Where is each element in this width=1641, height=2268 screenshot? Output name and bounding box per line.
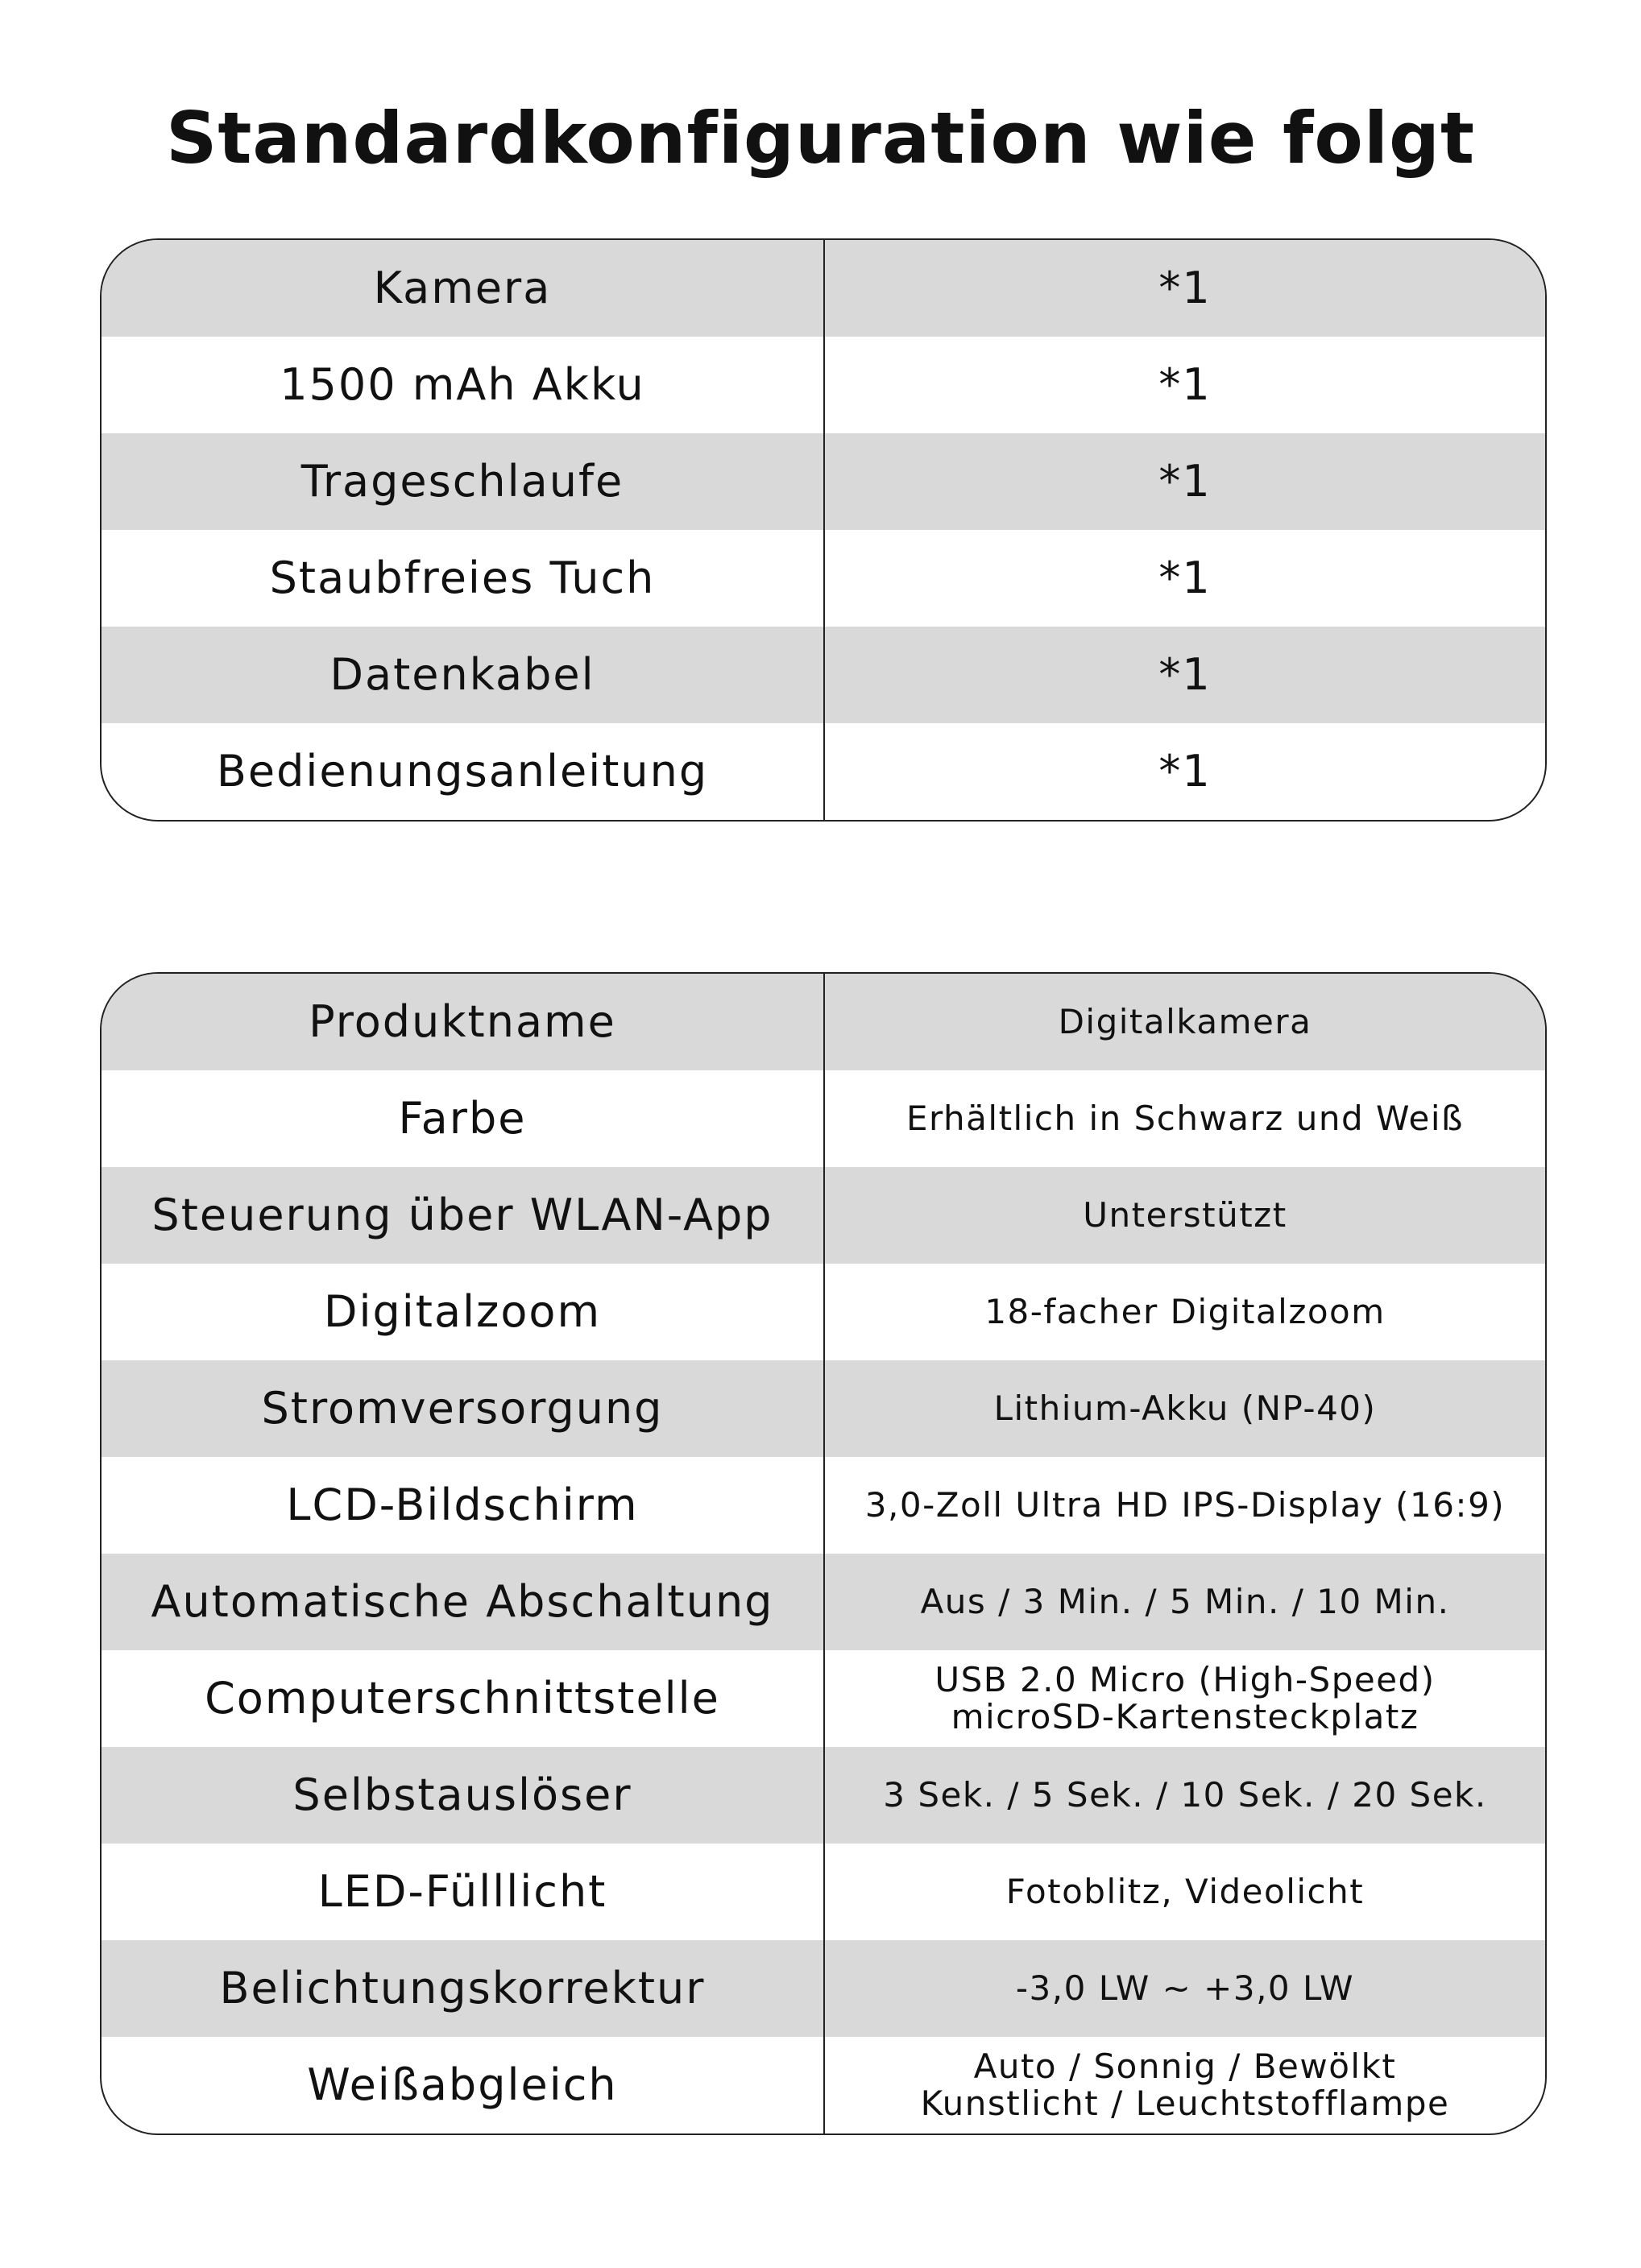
spec-value-line: Fotoblitz, Videolicht xyxy=(1005,1871,1365,1911)
spec-value xyxy=(825,1747,1545,1844)
item-quantity: *1 xyxy=(1158,263,1212,314)
spec-value-line: 18-facher Digitalzoom xyxy=(984,1291,1386,1331)
spec-label: Produktname xyxy=(102,974,825,1070)
table-row xyxy=(102,1070,1545,1167)
table-row xyxy=(102,240,1545,337)
spec-value-line: Kunstlicht / Leuchtstofflampe xyxy=(920,2084,1450,2123)
spec-value-line: 3 Sek. / 5 Sek. / 10 Sek. / 20 Sek. xyxy=(883,1774,1487,1815)
spec-value-line: Auto / Sonnig / Bewölkt xyxy=(973,2046,1397,2086)
spec-label: Automatische Abschaltung xyxy=(102,1554,825,1650)
table-row xyxy=(102,723,1545,820)
item-quantity: *1 xyxy=(1158,359,1212,411)
spec-label: LCD-Bildschirm xyxy=(102,1457,825,1554)
specifications-table xyxy=(100,972,1547,2135)
table-row xyxy=(102,1457,1545,1554)
spec-value xyxy=(825,1844,1545,1940)
spec-value xyxy=(825,2037,1545,2133)
spec-value-line: microSD-Kartensteckplatz xyxy=(951,1697,1419,1736)
spec-value xyxy=(825,1167,1545,1264)
table-row xyxy=(102,627,1545,723)
spec-value-line: -3,0 LW ~ +3,0 LW xyxy=(1015,1968,1355,2008)
table-row xyxy=(102,433,1545,530)
spec-label: Digitalzoom xyxy=(102,1264,825,1360)
table-row xyxy=(102,1167,1545,1264)
item-name: Kamera xyxy=(102,240,825,337)
page-title: Standardkonfiguration wie folgt xyxy=(165,97,1476,180)
table-row xyxy=(102,1747,1545,1844)
item-quantity: *1 xyxy=(1158,746,1212,797)
spec-value-line: Aus / 3 Min. / 5 Min. / 10 Min. xyxy=(920,1581,1450,1621)
spec-value xyxy=(825,1650,1545,1747)
spec-label: Steuerung über WLAN-App xyxy=(102,1167,825,1264)
spec-label: Belichtungskorrektur xyxy=(102,1940,825,2037)
spec-value-line: Digitalkamera xyxy=(1058,1001,1312,1041)
item-name: Staubfreies Tuch xyxy=(102,530,825,627)
table-row xyxy=(102,1360,1545,1457)
item-quantity: *1 xyxy=(1158,553,1212,604)
spec-value-line: Unterstützt xyxy=(1083,1194,1287,1235)
spec-value-line: Lithium-Akku (NP-40) xyxy=(993,1388,1377,1428)
table-row xyxy=(102,974,1545,1070)
spec-value-line: Erhältlich in Schwarz und Weiß xyxy=(905,1098,1464,1138)
spec-label: Computerschnittstelle xyxy=(102,1650,825,1747)
item-name: Datenkabel xyxy=(102,627,825,723)
item-name: 1500 mAh Akku xyxy=(102,337,825,433)
package-contents-table xyxy=(100,238,1547,822)
item-name: Bedienungsanleitung xyxy=(102,723,825,820)
spec-label: Stromversorgung xyxy=(102,1360,825,1457)
table-row xyxy=(102,337,1545,433)
item-quantity: *1 xyxy=(1158,649,1212,701)
table-row xyxy=(102,1554,1545,1650)
spec-value xyxy=(825,1070,1545,1167)
spec-label: Weißabgleich xyxy=(102,2037,825,2133)
table-row xyxy=(102,1940,1545,2037)
spec-value-line: USB 2.0 Micro (High-Speed) xyxy=(934,1659,1436,1699)
spec-label: Selbstauslöser xyxy=(102,1747,825,1844)
spec-value-line: 3,0-Zoll Ultra HD IPS-Display (16:9) xyxy=(864,1484,1506,1525)
spec-label: Farbe xyxy=(102,1070,825,1167)
spec-label: LED-Fülllicht xyxy=(102,1844,825,1940)
table-row xyxy=(102,1650,1545,1747)
spec-value xyxy=(825,974,1545,1070)
table-row xyxy=(102,1264,1545,1360)
spec-value xyxy=(825,1940,1545,2037)
spec-value xyxy=(825,1554,1545,1650)
item-quantity: *1 xyxy=(1158,456,1212,507)
spec-value xyxy=(825,1264,1545,1360)
spec-value xyxy=(825,1360,1545,1457)
table-row xyxy=(102,530,1545,627)
table-row xyxy=(102,2037,1545,2133)
table-row xyxy=(102,1844,1545,1940)
item-name: Trageschlaufe xyxy=(102,433,825,530)
spec-value xyxy=(825,1457,1545,1554)
